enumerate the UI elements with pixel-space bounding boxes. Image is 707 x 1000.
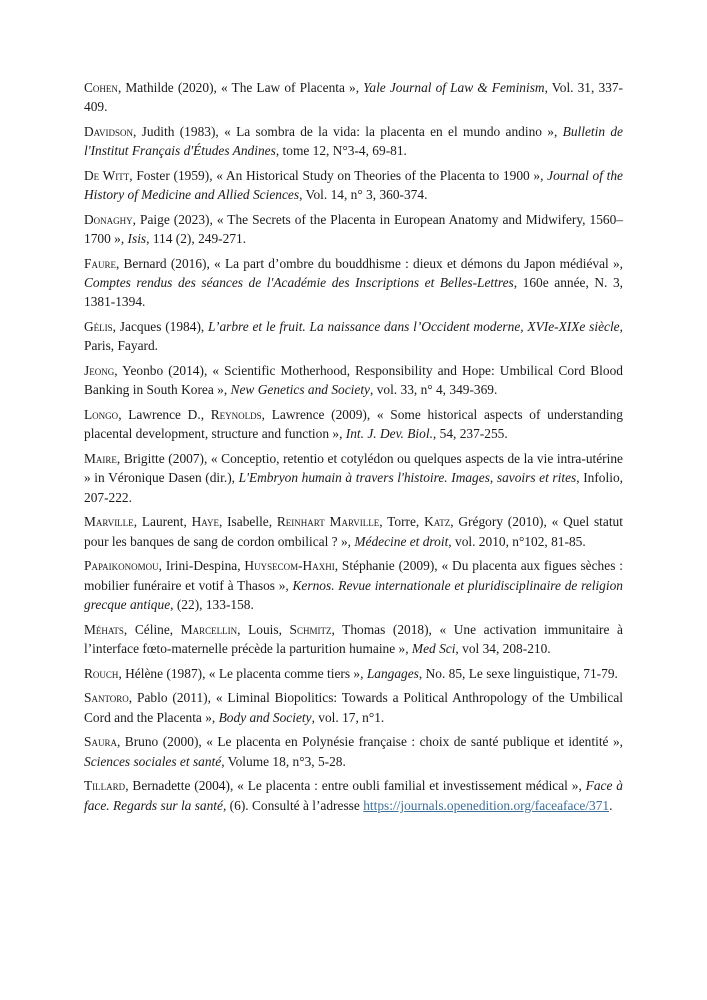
reference-link[interactable]: https://journals.openedition.org/faceaface/371 (363, 797, 610, 813)
reference-details: , No. 85, Le sexe linguistique, 71-79. (418, 665, 618, 681)
reference-entry (84, 449, 623, 507)
reference-entry (84, 688, 623, 726)
reference-details: , (6). Consulté à l’adresse (222, 797, 364, 813)
reference-text: , Jacques (1984), (112, 319, 209, 335)
reference-text: , Céline, (123, 621, 181, 637)
reference-text: , Stéphanie (2009), « Du placenta aux figues sèches : mobilier funéraire et votif à Thasos », (84, 558, 623, 593)
author-surname: Marville (84, 514, 134, 530)
reference-text: , Lawrence (2009), « Some historical aspects of understanding placental development, structure and function », (84, 407, 623, 442)
author-surname: Méhats (84, 621, 124, 637)
reference-text: , Mathilde (2020), « The Law of Placenta », (117, 80, 364, 95)
source-title: L'Embryon humain à travers l'histoire. Images, savoirs et rites (238, 470, 577, 486)
reference-details: , Paris, Fayard. (84, 319, 623, 354)
reference-punctuation: . (609, 797, 613, 813)
source-title: New Genetics and Society (230, 382, 370, 398)
reference-text: , Torre, (379, 514, 425, 530)
reference-text: , Isabelle, (218, 514, 277, 530)
source-title: Isis (127, 231, 147, 247)
reference-entry (84, 254, 623, 312)
reference-text: , Paige (2023), « The Secrets of the Placenta in European Anatomy and Midwifery, 1560–1700 », (84, 212, 623, 247)
source-title: Sciences sociales et santé (84, 753, 222, 769)
source-title: L’arbre et le fruit. La naissance dans l’Occident moderne, XVIe-XIXe siècle (208, 319, 620, 335)
reference-details: , Vol. 14, n° 3, 360-374. (299, 187, 428, 203)
author-surname: Haye (191, 514, 219, 530)
source-title: Médecine et droit (354, 533, 449, 549)
author-surname: De Witt (84, 168, 130, 183)
reference-entry (84, 361, 623, 399)
reference-details: , 114 (2), 249-271. (146, 231, 247, 247)
reference-details: , vol. 2010, n°102, 81-85. (448, 533, 586, 549)
source-title: Med Sci (411, 640, 456, 656)
author-surname: Tillard (84, 778, 126, 794)
reference-details: , Vol. 31, 337-409. (84, 80, 623, 115)
author-surname: Santoro (84, 690, 129, 706)
reference-text: , Bernadette (2004), « Le placenta : entre oubli familial et investissement médical », (125, 778, 586, 794)
author-surname: Schmitz (289, 621, 332, 637)
author-surname: Marcellin (180, 621, 238, 637)
reference-details: , vol. 33, n° 4, 349-369. (370, 382, 498, 398)
reference-entry (84, 210, 623, 248)
reference-entry (84, 166, 623, 204)
reference-text: , Judith (1983), « La sombra de la vida: la placenta en el mundo andino », (133, 124, 563, 139)
reference-details: , tome 12, N°3-4, 69-81. (275, 143, 407, 159)
reference-text: , Lawrence D., (118, 407, 211, 423)
reference-text: , Bruno (2000), « Le placenta en Polynésie française : choix de santé publique et identité », (116, 734, 623, 750)
reference-details: , Volume 18, n°3, 5-28. (221, 753, 346, 769)
author-surname: Jeong (84, 363, 115, 379)
reference-text: , Pablo (2011), « Liminal Biopolitics: Towards a Political Anthropology of the Umbilical Cord and the Placenta », (84, 690, 623, 725)
reference-entry (84, 556, 623, 614)
reference-details: , 54, 237-255. (432, 426, 508, 442)
reference-entry (84, 620, 623, 658)
reference-details: , 160e année, N. 3, 1381-1394. (84, 275, 623, 310)
reference-text: , Yeonbo (2014), « Scientific Motherhood, Responsibility and Hope: Umbilical Cord Blood Banking in South Korea », (84, 363, 623, 398)
author-surname: Longo (84, 407, 119, 423)
bibliography (84, 78, 623, 820)
reference-text: , Irini-Despina, (158, 558, 245, 574)
reference-details: , vol. 17, n°1. (311, 709, 385, 725)
reference-text: , Thomas (2018), « Une activation immunitaire à l’interface fœto-maternelle précède la parturition humaine », (84, 621, 623, 656)
reference-text: , Foster (1959), « An Historical Study on Theories of the Placenta to 1900 », (129, 168, 548, 183)
author-surname: Rouch (84, 665, 119, 681)
source-title: Body and Society (218, 709, 312, 725)
source-title: Face à face. Regards sur la santé (84, 778, 623, 813)
author-surname: Faure (84, 256, 116, 271)
author-surname: Gélis (84, 319, 113, 335)
reference-details: , Infolio, 207-222. (84, 470, 623, 505)
author-surname: Donaghy (84, 212, 133, 227)
reference-entry (84, 732, 623, 770)
source-title: Bulletin de l'Institut Français d'Études Andines (84, 124, 623, 159)
reference-text: , Grégory (2010), « Quel statut pour les banques de sang de cordon ombilical ? », (84, 514, 623, 549)
reference-text: , Louis, (237, 621, 290, 637)
reference-entry (84, 405, 623, 443)
source-title: Yale Journal of Law & Feminism (363, 80, 545, 95)
reference-entry (84, 776, 623, 814)
reference-entry (84, 512, 623, 550)
author-surname: Reynolds (210, 407, 262, 423)
author-surname: Saura (84, 734, 117, 750)
reference-entry (84, 317, 623, 355)
reference-text: , Laurent, (133, 514, 192, 530)
reference-entry (84, 664, 623, 683)
reference-text: , Bernard (2016), « La part d’ombre du bouddhisme : dieux et démons du Japon médiéval », (115, 256, 623, 271)
author-surname: Maire (84, 451, 117, 467)
source-title: Kernos. Revue internationale et pluridisciplinaire de religion grecque antique (84, 577, 623, 612)
reference-entry (84, 78, 623, 116)
author-surname: Papaikonomou (84, 558, 159, 574)
reference-details: , vol 34, 208-210. (455, 640, 551, 656)
reference-text: , Brigitte (2007), « Conceptio, retentio et cotylédon ou quelques aspects de la vie intra-utérine » in Véronique Dasen (dir.), (84, 451, 623, 486)
author-surname: Katz (424, 514, 451, 530)
author-surname: Huysecom-Haxhi (244, 558, 335, 574)
author-surname: Cohen (84, 80, 118, 95)
reference-details: , (22), 133-158. (170, 596, 254, 612)
source-title: Comptes rendus des séances de l'Académie des Inscriptions et Belles-Lettres (84, 275, 514, 291)
source-title: Int. J. Dev. Biol. (345, 426, 433, 442)
reference-text: , Hélène (1987), « Le placenta comme tiers », (118, 665, 367, 681)
source-title: Journal of the History of Medicine and Allied Sciences (84, 168, 623, 203)
reference-entry (84, 122, 623, 160)
author-surname: Davidson (84, 124, 134, 139)
source-title: Langages (366, 665, 419, 681)
author-surname: Reinhart Marville (276, 514, 380, 530)
